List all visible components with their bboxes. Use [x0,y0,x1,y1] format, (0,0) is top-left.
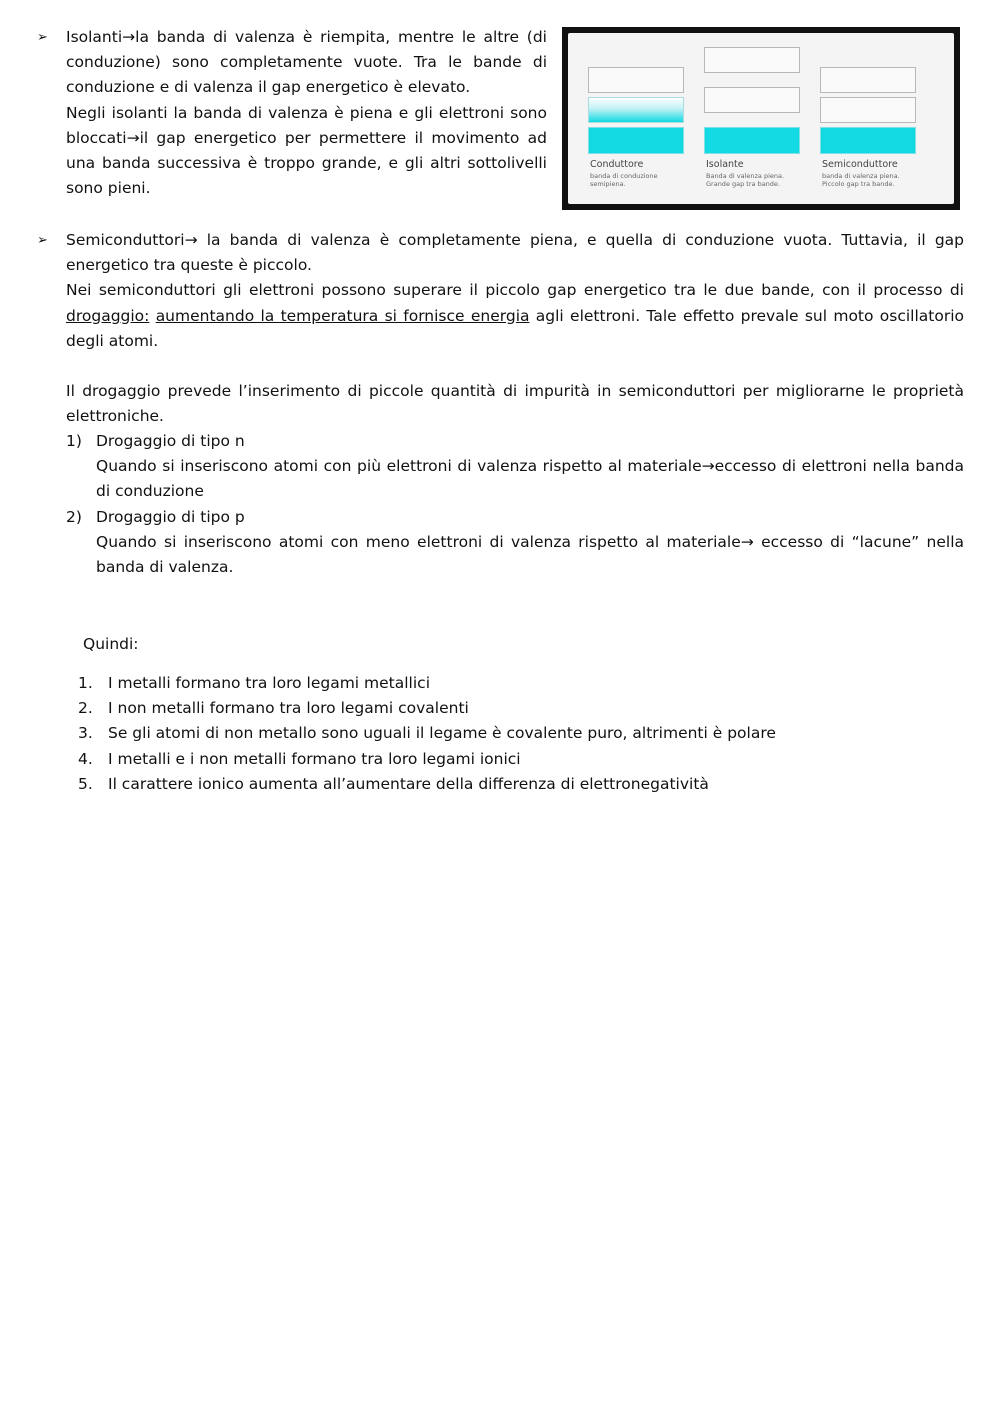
caption-conduttore: Conduttore [590,159,644,170]
semiconduttori-paragraph [66,228,964,430]
summary-list [78,671,958,797]
quindi-heading: Quindi: [83,635,139,653]
isolante-valence-band [704,127,800,154]
caption-semiconduttore: Semiconduttore [822,159,898,170]
conduttore-conduction-band [588,67,684,93]
list-number: 2. [78,699,93,718]
band-diagram-figure [562,27,960,210]
isolanti-paragraph [66,25,547,201]
arrow-icon: → [740,532,754,551]
doping-number: 1) [66,432,82,450]
arrow-icon: → [184,231,198,249]
semiconduttore-conduction-band [820,97,916,123]
blank-line [66,354,964,379]
doping-item-p [66,505,964,581]
isolanti-text-2b: il gap energetico per permettere il movimento ad una banda successiva è troppo grande, e gli altri sottolivelli sono pieni. [66,128,547,198]
list-number: 4. [78,749,93,768]
list-number: 1. [78,674,93,692]
doping-number: 2) [66,507,82,526]
doping-body [96,429,964,505]
semiconduttori-text-2b: agli elettroni. Tale effetto prevale sul moto oscillatorio degli atomi. [66,306,964,350]
doping-body [96,505,964,581]
list-text: I metalli formano tra loro legami metallici [108,674,431,692]
arrow-icon: → [126,128,140,147]
semiconduttore-upper-band [820,67,916,93]
caption-isolante: Isolante [706,159,744,170]
temperature-phrase: aumentando la temperatura si fornisce energia [155,306,530,325]
doping-desc-a: Quando si inseriscono atomi con più elettroni di valenza rispetto al materiale [96,457,702,476]
arrow-icon: → [122,28,136,46]
list-item [78,721,958,746]
doping-title: Drogaggio di tipo p [96,507,245,526]
bullet-marker: ➢ [37,233,48,248]
doping-desc-b: eccesso di “lacune” nella banda di valenza. [96,532,964,577]
isolanti-definition [66,25,547,101]
semiconduttore-valence-band [820,127,916,154]
band-diagram-panel [568,33,954,204]
list-item [78,696,958,721]
isolanti-explanation [66,101,547,202]
isolanti-text-2a: Negli isolanti la banda di valenza è piena e gli elettroni sono bloccati [66,103,547,147]
isolante-conduction-band [704,47,800,73]
caption-semiconduttore-desc: banda di valenza piena. Piccolo gap tra bande. [822,172,900,188]
drogaggio-intro: Il drogaggio prevede l’inserimento di piccole quantità di impurità in semiconduttori per migliorarne le proprietà elettroniche. [66,382,964,426]
doping-desc [96,530,964,580]
doping-list [66,429,964,580]
doping-desc-b: eccesso di elettroni nella banda di conduzione [96,457,964,501]
semiconduttori-text-2a: Nei semiconduttori gli elettroni possono superare il piccolo gap energetico tra le due bande, con il processo di [66,281,964,300]
conduttore-semifull-band [588,97,684,123]
semiconduttori-explanation [66,278,964,354]
doping-desc-a: Quando si inseriscono atomi con meno elettroni di valenza rispetto al materiale [96,532,741,551]
isolanti-label: Isolanti [66,28,123,46]
drogaggio-term: drogaggio: [66,306,150,325]
conduttore-full-band [588,127,684,154]
caption-conduttore-desc: banda di conduzione semipiena. [590,172,658,188]
semiconduttori-text-1: la banda di valenza è completamente piena, e quella di conduzione vuota. Tuttavia, il gap energetico tra queste è piccolo. [66,231,964,275]
list-text: Il carattere ionico aumenta all’aumentare della differenza di elettronegatività [108,774,709,793]
semiconduttori-definition [66,228,964,278]
doping-title: Drogaggio di tipo n [96,432,245,450]
isolanti-text-1: la banda di valenza è riempita, mentre le altre (di conduzione) sono completamente vuote. Tra le bande di conduzione e di valenza il gap energetico è elevato. [66,28,547,97]
list-item [78,671,958,696]
list-item [78,747,958,772]
doping-desc [96,454,964,504]
list-text: I metalli e i non metalli formano tra loro legami ionici [108,749,521,768]
list-item [78,772,958,797]
list-number: 3. [78,724,93,743]
list-text: I non metalli formano tra loro legami covalenti [108,699,469,718]
list-number: 5. [78,774,93,793]
doping-item-n [66,429,964,505]
isolante-empty-band [704,87,800,113]
bullet-marker: ➢ [37,30,48,45]
arrow-icon: → [701,457,715,476]
list-text: Se gli atomi di non metallo sono uguali il legame è covalente puro, altrimenti è polare [108,724,776,743]
caption-isolante-desc: Banda di valenza piena. Grande gap tra bande. [706,172,785,188]
semiconduttori-label: Semiconduttori [66,231,185,249]
